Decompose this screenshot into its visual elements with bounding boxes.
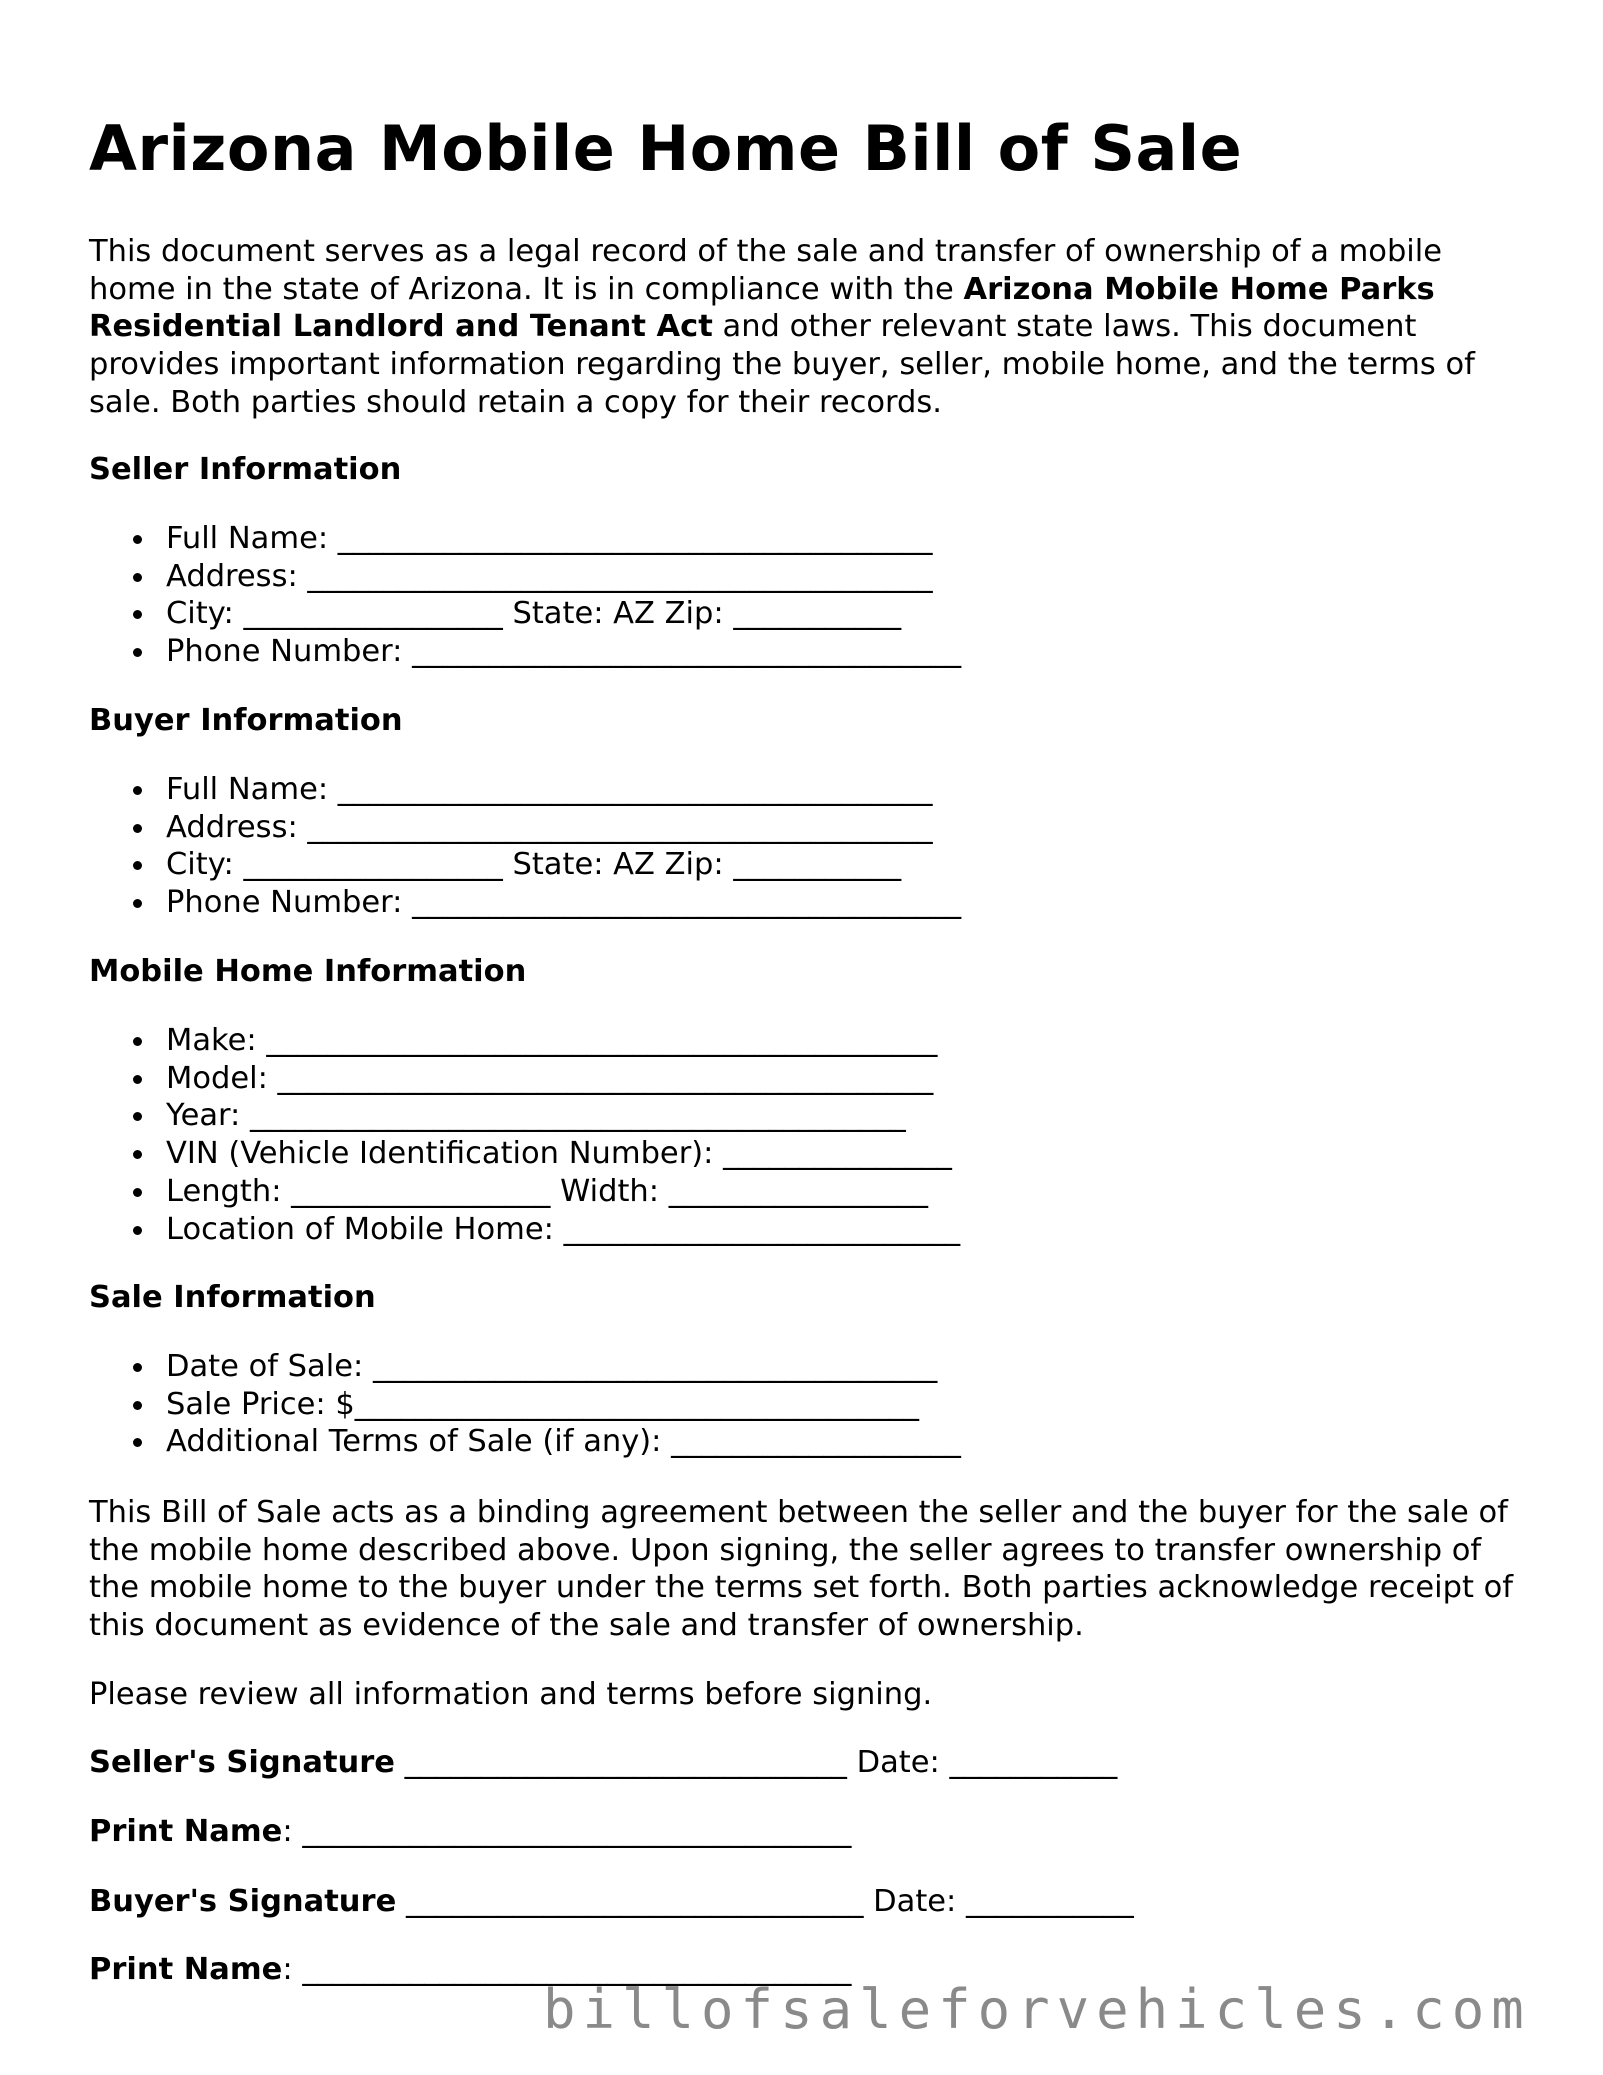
buyer-section-heading: Buyer Information [89, 703, 403, 738]
site-watermark: billofsaleforvehicles.com [543, 1978, 1531, 2041]
buyer-phone-field[interactable]: Phone Number: ____________________________________ [89, 884, 961, 922]
buyer-fields-list [89, 771, 961, 922]
seller-signature-line[interactable] [89, 1745, 1117, 1781]
seller-full-name-field[interactable]: Full Name: _______________________________________ [89, 520, 961, 558]
intro-paragraph [89, 233, 1529, 422]
sale-fields-list [89, 1348, 961, 1461]
mobile-home-fields-list [89, 1022, 960, 1248]
seller-fields-list [89, 520, 961, 671]
make-field[interactable]: Make: ____________________________________________ [89, 1022, 960, 1060]
buyer-city-state-zip-field[interactable]: City: _________________ State: AZ Zip: ___________ [89, 846, 961, 884]
model-field[interactable]: Model: ___________________________________________ [89, 1060, 960, 1098]
buyer-signature-line[interactable] [89, 1884, 1134, 1920]
seller-signature-blank[interactable]: _____________________________ Date: ___________ [394, 1745, 1118, 1780]
date-of-sale-field[interactable]: Date of Sale: _____________________________________ [89, 1348, 961, 1386]
buyer-full-name-field[interactable]: Full Name: _______________________________________ [89, 771, 961, 809]
buyer-signature-label: Buyer's Signature [89, 1884, 397, 1919]
review-note: Please review all information and terms before signing. [89, 1677, 933, 1712]
intro-text-1: This document serves as a legal record of the sale and transfer of ownership of a mobile home in the state of Arizona. It is in compliance with the [89, 234, 1443, 307]
seller-city-state-zip-field[interactable]: City: _________________ State: AZ Zip: ___________ [89, 595, 961, 633]
location-field[interactable]: Location of Mobile Home: __________________________ [89, 1211, 960, 1249]
seller-address-field[interactable]: Address: _________________________________________ [89, 558, 961, 596]
intro-text-2: and other relevant state laws. This document provides important information regarding the buyer, seller, mobile home, and the terms of sale. Both parties should retain a copy for their records. [89, 309, 1475, 420]
buyer-print-name-blank[interactable]: : ____________________________________ [282, 1952, 852, 1987]
seller-signature-label: Seller's Signature [89, 1745, 395, 1780]
length-width-field[interactable]: Length: _________________ Width: _________________ [89, 1173, 960, 1211]
buyer-signature-blank[interactable]: ______________________________ Date: ___________ [396, 1884, 1134, 1919]
print-name-label-2: Print Name [89, 1952, 283, 1987]
agreement-paragraph: This Bill of Sale acts as a binding agreement between the seller and the buyer for the sale of the mobile home described above. Upon signing, the seller agrees to transfer ownership of the mobile home to the buyer under the terms set forth. Both parties acknowledge receipt of this document as evidence of the sale and transfer of ownership. [89, 1495, 1514, 1644]
buyer-address-field[interactable]: Address: _________________________________________ [89, 809, 961, 847]
document-title: Arizona Mobile Home Bill of Sale [89, 112, 1243, 185]
print-name-label: Print Name [89, 1814, 283, 1849]
vin-field[interactable]: VIN (Vehicle Identification Number): _______________ [89, 1135, 960, 1173]
additional-terms-field[interactable]: Additional Terms of Sale (if any): ___________________ [89, 1423, 961, 1461]
intro-act-name: Arizona Mobile Home Parks Residential Landlord and Tenant Act [89, 271, 1435, 345]
seller-print-name-blank[interactable]: : ____________________________________ [282, 1814, 852, 1849]
year-field[interactable]: Year: ___________________________________________ [89, 1097, 960, 1135]
sale-price-field[interactable]: Sale Price: $_____________________________________ [89, 1386, 961, 1424]
seller-section-heading: Seller Information [89, 452, 402, 487]
seller-print-name-line[interactable] [89, 1814, 851, 1850]
seller-phone-field[interactable]: Phone Number: ____________________________________ [89, 633, 961, 671]
sale-section-heading: Sale Information [89, 1280, 376, 1315]
mobile-home-section-heading: Mobile Home Information [89, 954, 527, 989]
